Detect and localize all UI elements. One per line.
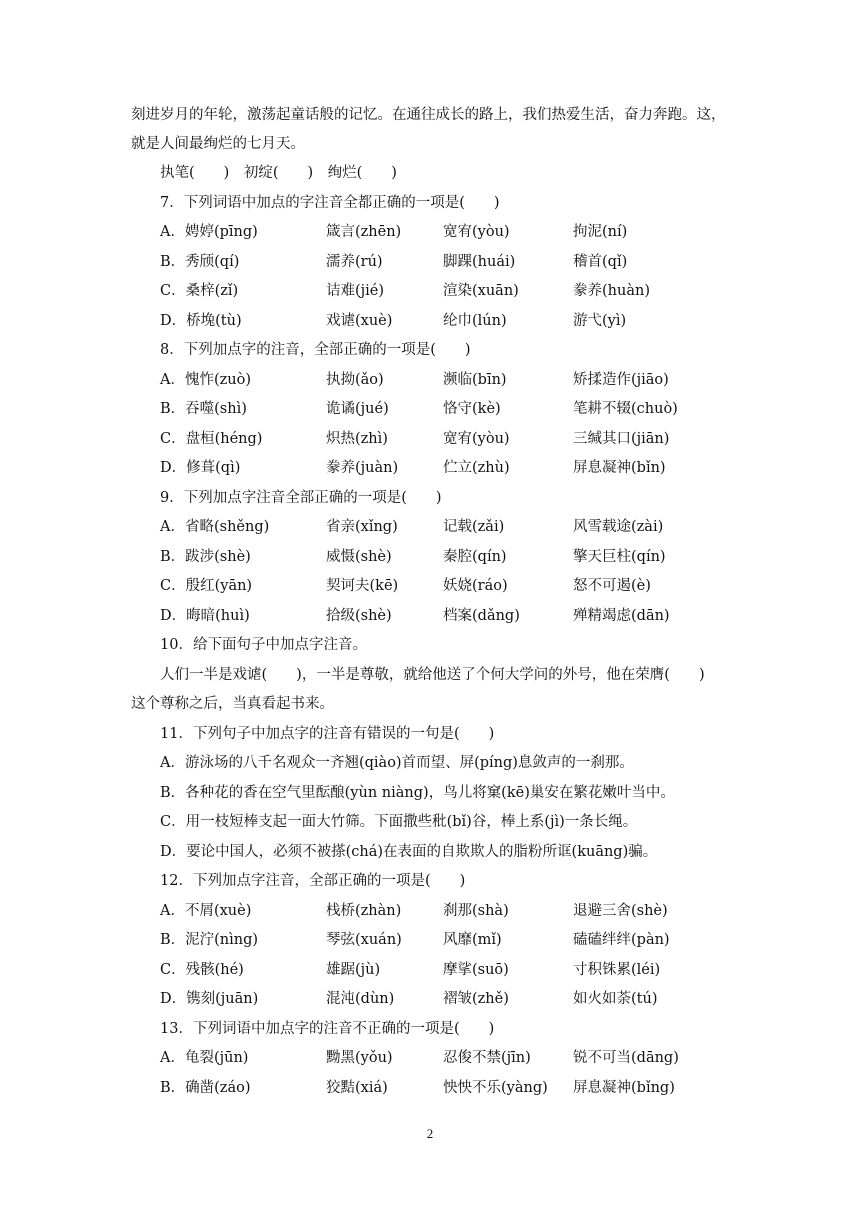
- question-7-option-a: [0, 220, 860, 244]
- option-cell: 威慑(shè): [326, 549, 392, 565]
- option-cell: 戏谑(xuè): [326, 313, 393, 329]
- question-7-stem: [0, 191, 860, 215]
- option-cell: B．秀颀(qí): [160, 254, 240, 270]
- option-cell: 恪守(kè): [443, 401, 501, 417]
- option-cell: 秦腔(qín): [443, 549, 507, 565]
- option-cell: 笔耕不辍(chuò): [573, 401, 678, 417]
- option-cell: 游弋(yì): [573, 313, 627, 329]
- option-cell: 混沌(dùn): [326, 991, 395, 1007]
- option-cell: C．盘桓(héng): [160, 431, 263, 447]
- question-stem: 9．下列加点字注音全部正确的一项是( ): [160, 490, 442, 506]
- option-cell: 擎天巨柱(qín): [573, 549, 666, 565]
- option-cell: 稽首(qǐ): [573, 254, 628, 270]
- option-cell: D．修葺(qì): [160, 460, 241, 476]
- question-8-option-c: [0, 427, 860, 451]
- option-cell: A．娉婷(pīng): [160, 224, 258, 240]
- option-cell: 黝黑(yǒu): [326, 1050, 393, 1066]
- question-9-option-d: [0, 604, 860, 628]
- option-cell: A．愧怍(zuò): [160, 372, 251, 388]
- option-cell: C．殷红(yān): [160, 578, 253, 594]
- question-7-option-d: [0, 309, 860, 333]
- question-12-option-b: [0, 928, 860, 952]
- option-cell: 纶巾(lún): [443, 313, 507, 329]
- option-cell: 宽宥(yòu): [443, 224, 510, 240]
- paragraph-text: 这个尊称之后，当真看起书来。: [131, 696, 334, 712]
- option-cell: 栈桥(zhàn): [326, 903, 402, 919]
- question-stem: 8．下列加点字的注音，全部正确的一项是( ): [160, 342, 471, 358]
- page-number: 2: [426, 1126, 434, 1141]
- option-cell: 怒不可遏(è): [573, 578, 651, 594]
- option-cell: 濡养(rú): [326, 254, 383, 270]
- question-9-stem: [0, 486, 860, 510]
- paragraph-text: 人们一半是戏谑( )，一半是尊敬，就给他送了个何大学问的外号，他在荣膺( ): [160, 667, 705, 683]
- question-13-option-a: [0, 1046, 860, 1070]
- option-cell: 三缄其口(jiān): [573, 431, 670, 447]
- option-cell: 渲染(xuān): [443, 283, 519, 299]
- option-cell: 执拗(ǎo): [326, 372, 384, 388]
- question-stem: 12．下列加点字注音，全部正确的一项是( ): [160, 873, 466, 889]
- option-cell: 濒临(bīn): [443, 372, 507, 388]
- option-cell: D．晦暗(huì): [160, 608, 250, 624]
- option-cell: 箴言(zhēn): [326, 224, 402, 240]
- option-cell: 脚踝(huái): [443, 254, 516, 270]
- option-cell: 风靡(mǐ): [443, 932, 502, 948]
- option-cell: B．泥泞(nìng): [160, 932, 259, 948]
- option-cell: 屏息凝神(bǐng): [573, 1080, 675, 1096]
- question-13-stem: [0, 1017, 860, 1041]
- option-cell: 褶皱(zhě): [443, 991, 509, 1007]
- option-cell: 锐不可当(dāng): [573, 1050, 679, 1066]
- paragraph-text: 就是人间最绚烂的七月天。: [131, 136, 305, 152]
- intro-blanks: [0, 161, 860, 185]
- option-cell: 雄踞(jù): [326, 962, 381, 978]
- option-cell: 省亲(xǐng): [326, 519, 398, 535]
- question-9-option-c: [0, 574, 860, 598]
- option-cell: 诡谲(jué): [326, 401, 389, 417]
- option-cell: A．不屑(xuè): [160, 903, 252, 919]
- question-stem: 11．下列句子中加点字的注音有错误的一句是( ): [160, 726, 495, 742]
- option-cell: 豢养(huàn): [573, 283, 650, 299]
- option-cell: 诘难(jié): [326, 283, 385, 299]
- option-cell: C．桑梓(zǐ): [160, 283, 239, 299]
- intro-line-2: [0, 132, 860, 156]
- option-cell: 忍俊不禁(jīn): [443, 1050, 531, 1066]
- option-cell: 怏怏不乐(yàng): [443, 1080, 548, 1096]
- question-11-option-b: [0, 781, 860, 805]
- option-cell: B．跋涉(shè): [160, 549, 251, 565]
- option-cell: B．确凿(záo): [160, 1080, 251, 1096]
- question-8-option-b: [0, 397, 860, 421]
- option-sentence: B．各种花的香在空气里酝酿(yùn niàng)，鸟儿将窠(kē)巢安在繁花嫩叶当中。: [160, 785, 675, 801]
- option-cell: 伫立(zhù): [443, 460, 510, 476]
- option-cell: 刹那(shà): [443, 903, 509, 919]
- option-cell: 契诃夫(kē): [326, 578, 399, 594]
- option-cell: 档案(dǎng): [443, 608, 520, 624]
- question-10-line-2: [0, 692, 860, 716]
- option-cell: 摩挲(suō): [443, 962, 509, 978]
- option-sentence: D．要论中国人，必须不被搽(chá)在表面的自欺欺人的脂粉所诓(kuāng)骗。: [160, 844, 658, 860]
- option-cell: 炽热(zhì): [326, 431, 388, 447]
- option-cell: D．镌刻(juān): [160, 991, 259, 1007]
- option-cell: 如火如荼(tú): [573, 991, 658, 1007]
- question-9-option-b: [0, 545, 860, 569]
- question-10-line-1: [0, 663, 860, 687]
- option-cell: 豢养(juàn): [326, 460, 399, 476]
- question-stem: 13．下列词语中加点字的注音不正确的一项是( ): [160, 1021, 495, 1037]
- question-12-option-a: [0, 899, 860, 923]
- option-cell: 宽宥(yòu): [443, 431, 510, 447]
- question-11-option-c: [0, 810, 860, 834]
- option-cell: 磕磕绊绊(pàn): [573, 932, 670, 948]
- option-cell: A．龟裂(jūn): [160, 1050, 249, 1066]
- option-cell: 退避三舍(shè): [573, 903, 668, 919]
- question-7-option-b: [0, 250, 860, 274]
- option-cell: 狡黠(xiá): [326, 1080, 388, 1096]
- question-stem: 10．给下面句子中加点字注音。: [160, 637, 367, 653]
- option-cell: 屏息凝神(bǐn): [573, 460, 666, 476]
- option-cell: 妖娆(ráo): [443, 578, 508, 594]
- question-11-option-a: [0, 751, 860, 775]
- option-cell: B．吞噬(shì): [160, 401, 247, 417]
- option-cell: 殚精竭虑(dān): [573, 608, 670, 624]
- question-8-option-a: [0, 368, 860, 392]
- option-cell: 风雪载途(zài): [573, 519, 664, 535]
- paragraph-text: 刻进岁月的年轮，激荡起童话般的记忆。在通往成长的路上，我们热爱生活，奋力奔跑。这，: [131, 107, 726, 123]
- option-cell: 记载(zǎi): [443, 519, 505, 535]
- option-cell: 矫揉造作(jiāo): [573, 372, 669, 388]
- option-cell: 琴弦(xuán): [326, 932, 402, 948]
- option-cell: 拾级(shè): [326, 608, 392, 624]
- option-cell: C．残骸(hé): [160, 962, 244, 978]
- question-12-option-c: [0, 958, 860, 982]
- question-11-option-d: [0, 840, 860, 864]
- fill-blank-words: 执笔( ) 初绽( ) 绚烂( ): [160, 165, 397, 181]
- question-12-option-d: [0, 987, 860, 1011]
- intro-line-1: [0, 103, 860, 127]
- question-13-option-b: [0, 1076, 860, 1100]
- question-8-stem: [0, 338, 860, 362]
- option-cell: 拘泥(ní): [573, 224, 628, 240]
- question-11-stem: [0, 722, 860, 746]
- option-sentence: A．游泳场的八千名观众一齐翘(qiào)首而望、屏(píng)息敛声的一刹那。: [160, 755, 634, 771]
- question-7-option-c: [0, 279, 860, 303]
- question-10-stem: [0, 633, 860, 657]
- question-9-option-a: [0, 515, 860, 539]
- question-stem: 7．下列词语中加点的字注音全都正确的一项是( ): [160, 195, 500, 211]
- question-12-stem: [0, 869, 860, 893]
- option-sentence: C．用一枝短棒支起一面大竹筛。下面撒些秕(bǐ)谷，棒上系(jì)一条长绳。: [160, 814, 638, 830]
- option-cell: A．省略(shěng): [160, 519, 270, 535]
- question-8-option-d: [0, 456, 860, 480]
- option-cell: D．桥堍(tù): [160, 313, 242, 329]
- option-cell: 寸积铢累(léi): [573, 962, 661, 978]
